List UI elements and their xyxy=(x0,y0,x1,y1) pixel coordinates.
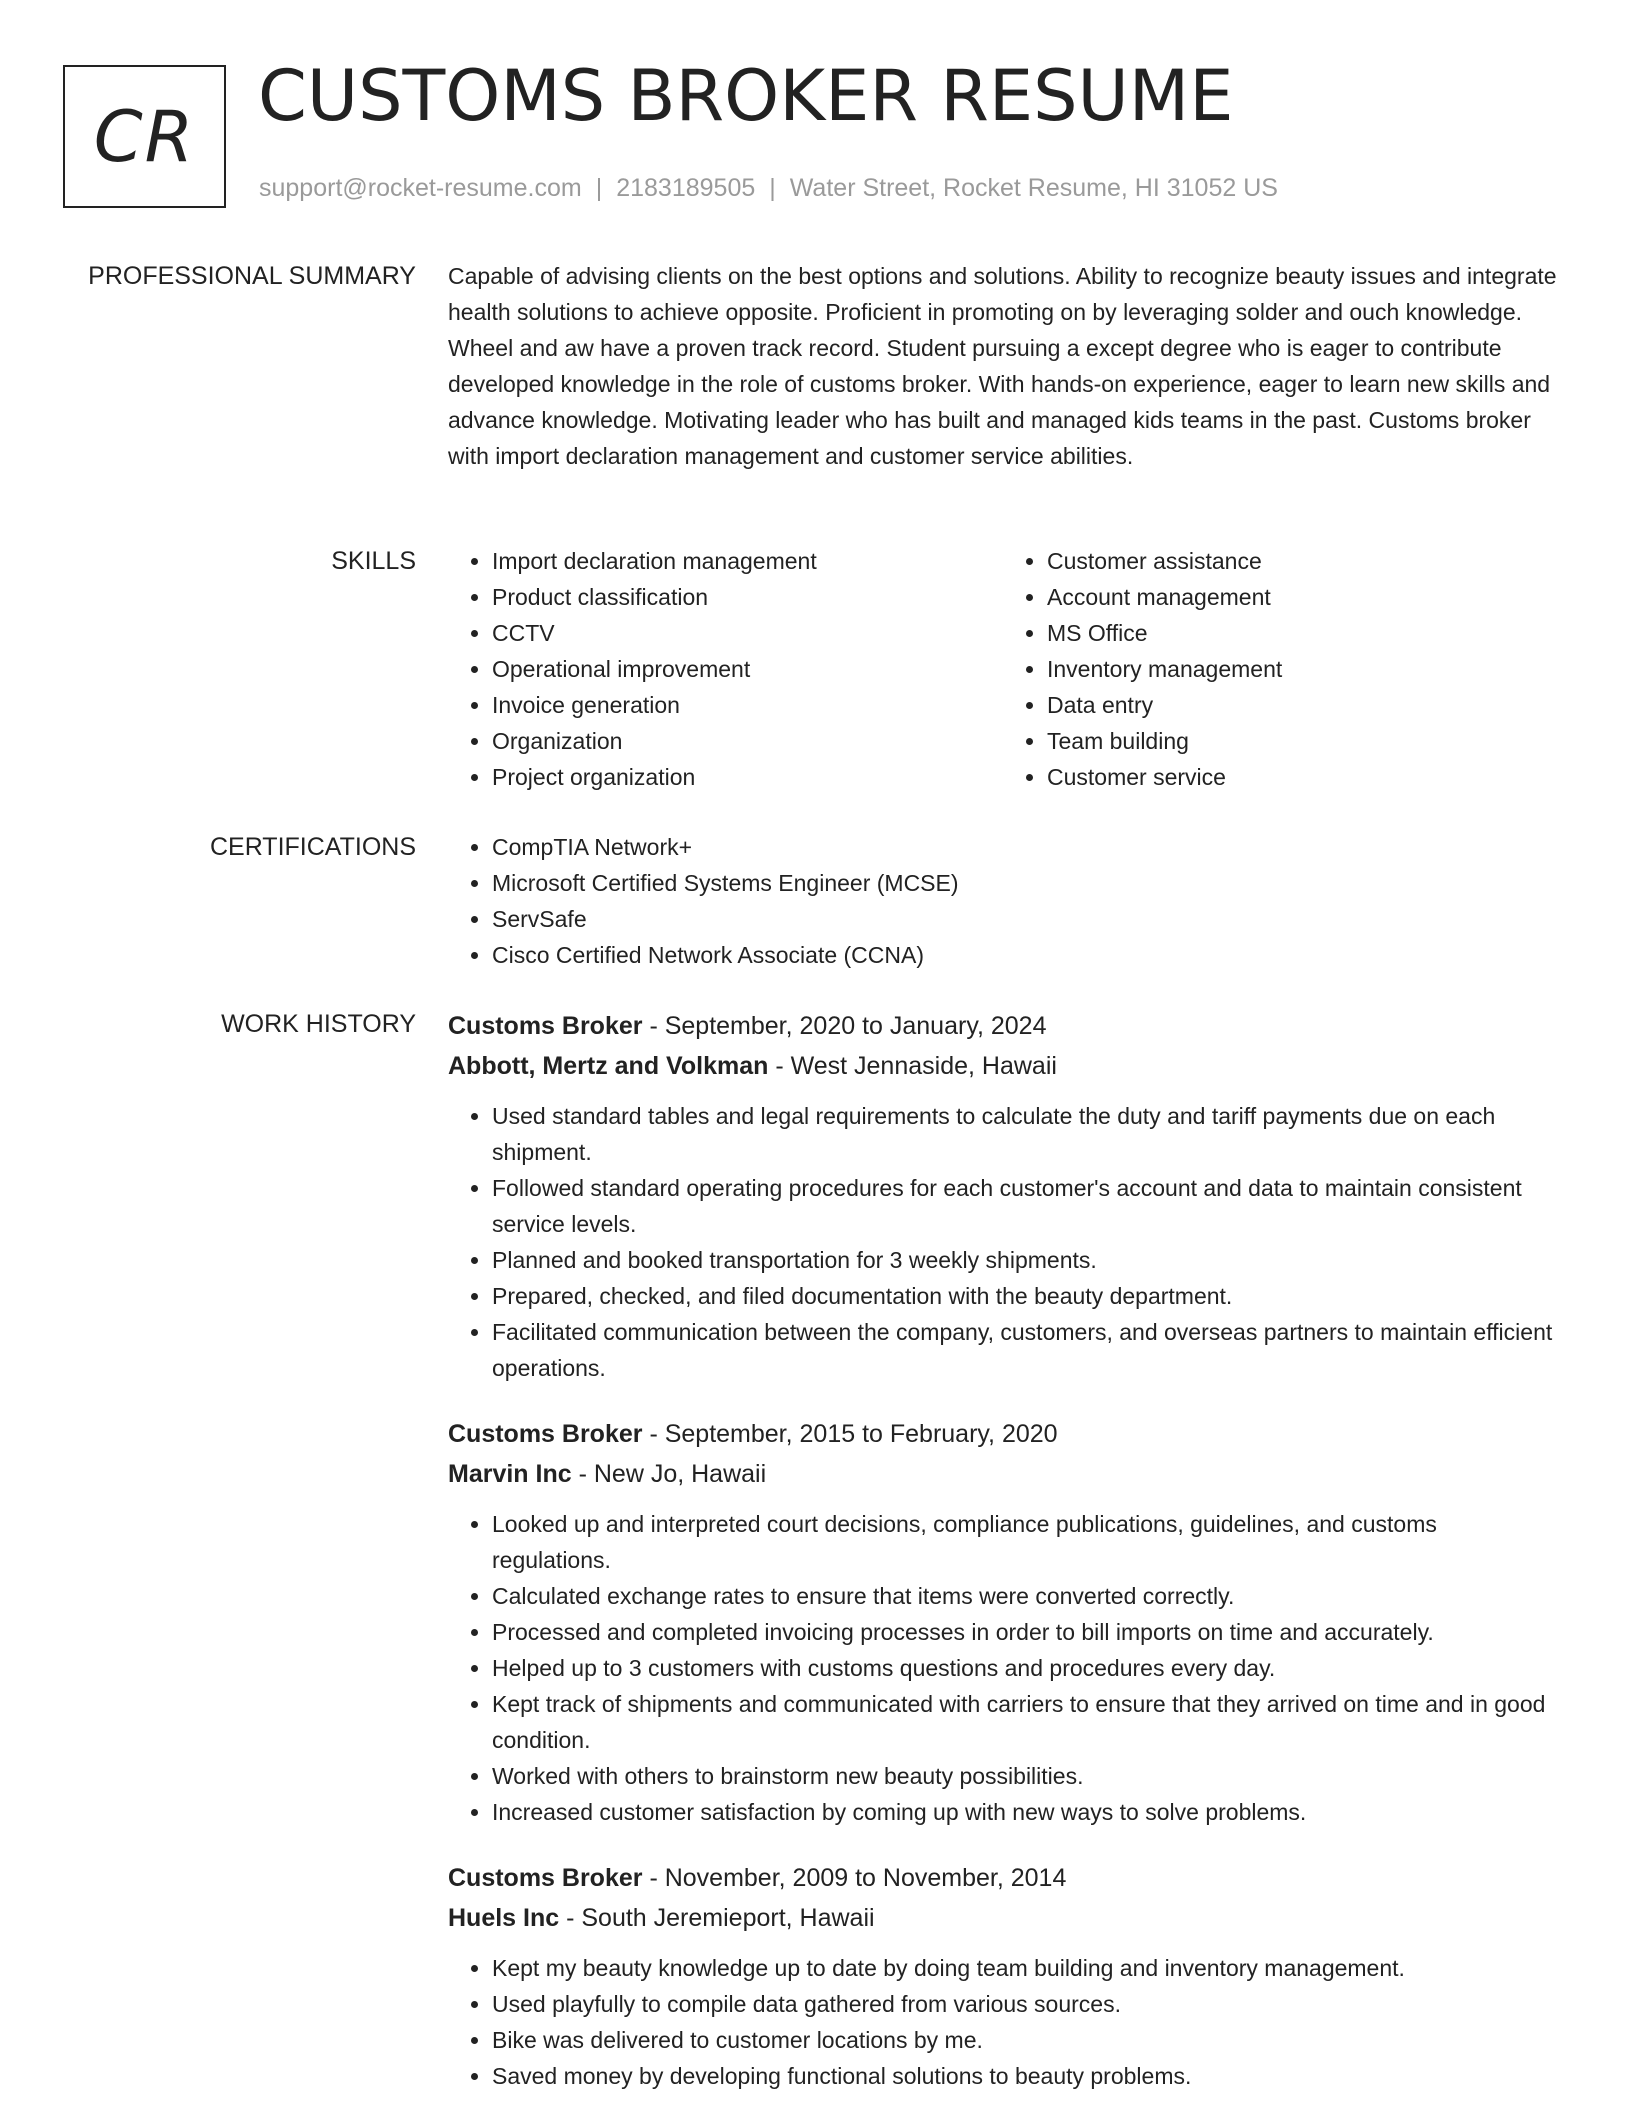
contact-email[interactable]: support@rocket-resume.com xyxy=(259,174,582,202)
job-title: Customs Broker xyxy=(448,1864,643,1892)
duty-item: • Bike was delivered to customer locations by me. xyxy=(492,2022,1558,2058)
skill-item: • Customer assistance xyxy=(1047,543,1558,579)
duty-item: • Looked up and interpreted court decisions, compliance publications, guidelines, and customs regulations. xyxy=(492,1506,1558,1578)
skills-grid xyxy=(448,543,1558,795)
job-location: - New Jo, Hawaii xyxy=(571,1460,767,1488)
skill-item: • Inventory management xyxy=(1047,651,1558,687)
job-company-line xyxy=(448,1898,1558,1938)
job-title-line xyxy=(448,1858,1558,1898)
duty-item: • Kept my beauty knowledge up to date by doing team building and inventory management. xyxy=(492,1950,1558,1986)
job-dates: - September, 2020 to January, 2024 xyxy=(642,1012,1047,1040)
skill-item: • Organization xyxy=(492,723,1003,759)
duty-item: • Helped up to 3 customers with customs questions and procedures every day. xyxy=(492,1650,1558,1686)
job-dates: - November, 2009 to November, 2014 xyxy=(642,1864,1067,1892)
job-duties xyxy=(448,1098,1558,1386)
duty-item: • Worked with others to brainstorm new beauty possibilities. xyxy=(492,1758,1558,1794)
certifications-list xyxy=(448,829,1558,973)
skill-item: • Data entry xyxy=(1047,687,1558,723)
skill-item: • Customer service xyxy=(1047,759,1558,795)
skill-item: • Account management xyxy=(1047,579,1558,615)
monogram-logo: CR xyxy=(63,65,226,208)
skill-item: • Operational improvement xyxy=(492,651,1003,687)
job-title-line xyxy=(448,1414,1558,1454)
job-duties xyxy=(448,1950,1558,2094)
duty-item: • Used standard tables and legal requirements to calculate the duty and tariff payments due on each shipment. xyxy=(492,1098,1558,1170)
job-dates: - September, 2015 to February, 2020 xyxy=(642,1420,1058,1448)
resume-title: CUSTOMS BROKER RESUME xyxy=(258,55,1234,137)
job-title: Customs Broker xyxy=(448,1012,643,1040)
skill-item: • Team building xyxy=(1047,723,1558,759)
job-duties xyxy=(448,1506,1558,1830)
job-company: Marvin Inc xyxy=(448,1460,572,1488)
skill-item: • Product classification xyxy=(492,579,1003,615)
job-title-line xyxy=(448,1006,1558,1046)
section-body xyxy=(448,258,1558,474)
certification-item: • CompTIA Network+ xyxy=(492,829,1558,865)
job-entry xyxy=(448,1006,1558,1386)
job-entry xyxy=(448,1858,1558,2094)
job-company: Huels Inc xyxy=(448,1904,560,1932)
skills-list-left xyxy=(448,543,1003,795)
job-location: - West Jennaside, Hawaii xyxy=(768,1052,1057,1080)
job-location: - South Jeremieport, Hawaii xyxy=(559,1904,875,1932)
duty-item: • Calculated exchange rates to ensure that items were converted correctly. xyxy=(492,1578,1558,1614)
summary-text: Capable of advising clients on the best options and solutions. Ability to recognize beauty issues and integrate health solutions to achieve opposite. Proficient in promoting on by leveraging solder and ouch knowledge. Wheel and aw have a proven track record. Student pursuing a except degree who is eager to contribute developed knowledge in the role of customs broker. With hands-on experience, eager to learn new skills and advance knowledge. Motivating leader who has built and managed kids teams in the past. Customs broker with import declaration management and customer service abilities. xyxy=(448,263,1557,469)
job-title: Customs Broker xyxy=(448,1420,643,1448)
skills-list-right xyxy=(1003,543,1558,795)
job-company-line xyxy=(448,1454,1558,1494)
contact-address: Water Street, Rocket Resume, HI 31052 US xyxy=(789,174,1278,202)
duty-item: • Prepared, checked, and filed documentation with the beauty department. xyxy=(492,1278,1558,1314)
section-label: CERTIFICATIONS xyxy=(209,833,416,861)
duty-item: • Processed and completed invoicing processes in order to bill imports on time and accurately. xyxy=(492,1614,1558,1650)
contact-phone[interactable]: 2183189505 xyxy=(616,174,756,202)
certification-item: • ServSafe xyxy=(492,901,1558,937)
section-body xyxy=(448,1006,1558,2094)
contact-separator: | xyxy=(769,174,776,202)
skill-item: • CCTV xyxy=(492,615,1003,651)
skill-item: • MS Office xyxy=(1047,615,1558,651)
job-company: Abbott, Mertz and Volkman xyxy=(448,1052,769,1080)
skill-item: • Import declaration management xyxy=(492,543,1003,579)
section-body xyxy=(448,829,1558,973)
job-company-line xyxy=(448,1046,1558,1086)
duty-item: • Used playfully to compile data gathered from various sources. xyxy=(492,1986,1558,2022)
certification-item: • Cisco Certified Network Associate (CCNA) xyxy=(492,937,1558,973)
duty-item: • Facilitated communication between the company, customers, and overseas partners to maintain efficient operations. xyxy=(492,1314,1558,1386)
duty-item: • Saved money by developing functional solutions to beauty problems. xyxy=(492,2058,1558,2094)
skill-item: • Invoice generation xyxy=(492,687,1003,723)
job-entry xyxy=(448,1414,1558,1830)
contact-line xyxy=(259,174,1278,203)
section-label: SKILLS xyxy=(331,547,416,575)
skill-item: • Project organization xyxy=(492,759,1003,795)
duty-item: • Followed standard operating procedures for each customer's account and data to maintain consistent service levels. xyxy=(492,1170,1558,1242)
contact-separator: | xyxy=(595,174,603,202)
section-label: PROFESSIONAL SUMMARY xyxy=(88,262,416,290)
duty-item: • Planned and booked transportation for 3 weekly shipments. xyxy=(492,1242,1558,1278)
duty-item: • Increased customer satisfaction by coming up with new ways to solve problems. xyxy=(492,1794,1558,1830)
certification-item: • Microsoft Certified Systems Engineer (MCSE) xyxy=(492,865,1558,901)
duty-item: • Kept track of shipments and communicated with carriers to ensure that they arrived on time and in good condition. xyxy=(492,1686,1558,1758)
section-label: WORK HISTORY xyxy=(221,1010,416,1038)
